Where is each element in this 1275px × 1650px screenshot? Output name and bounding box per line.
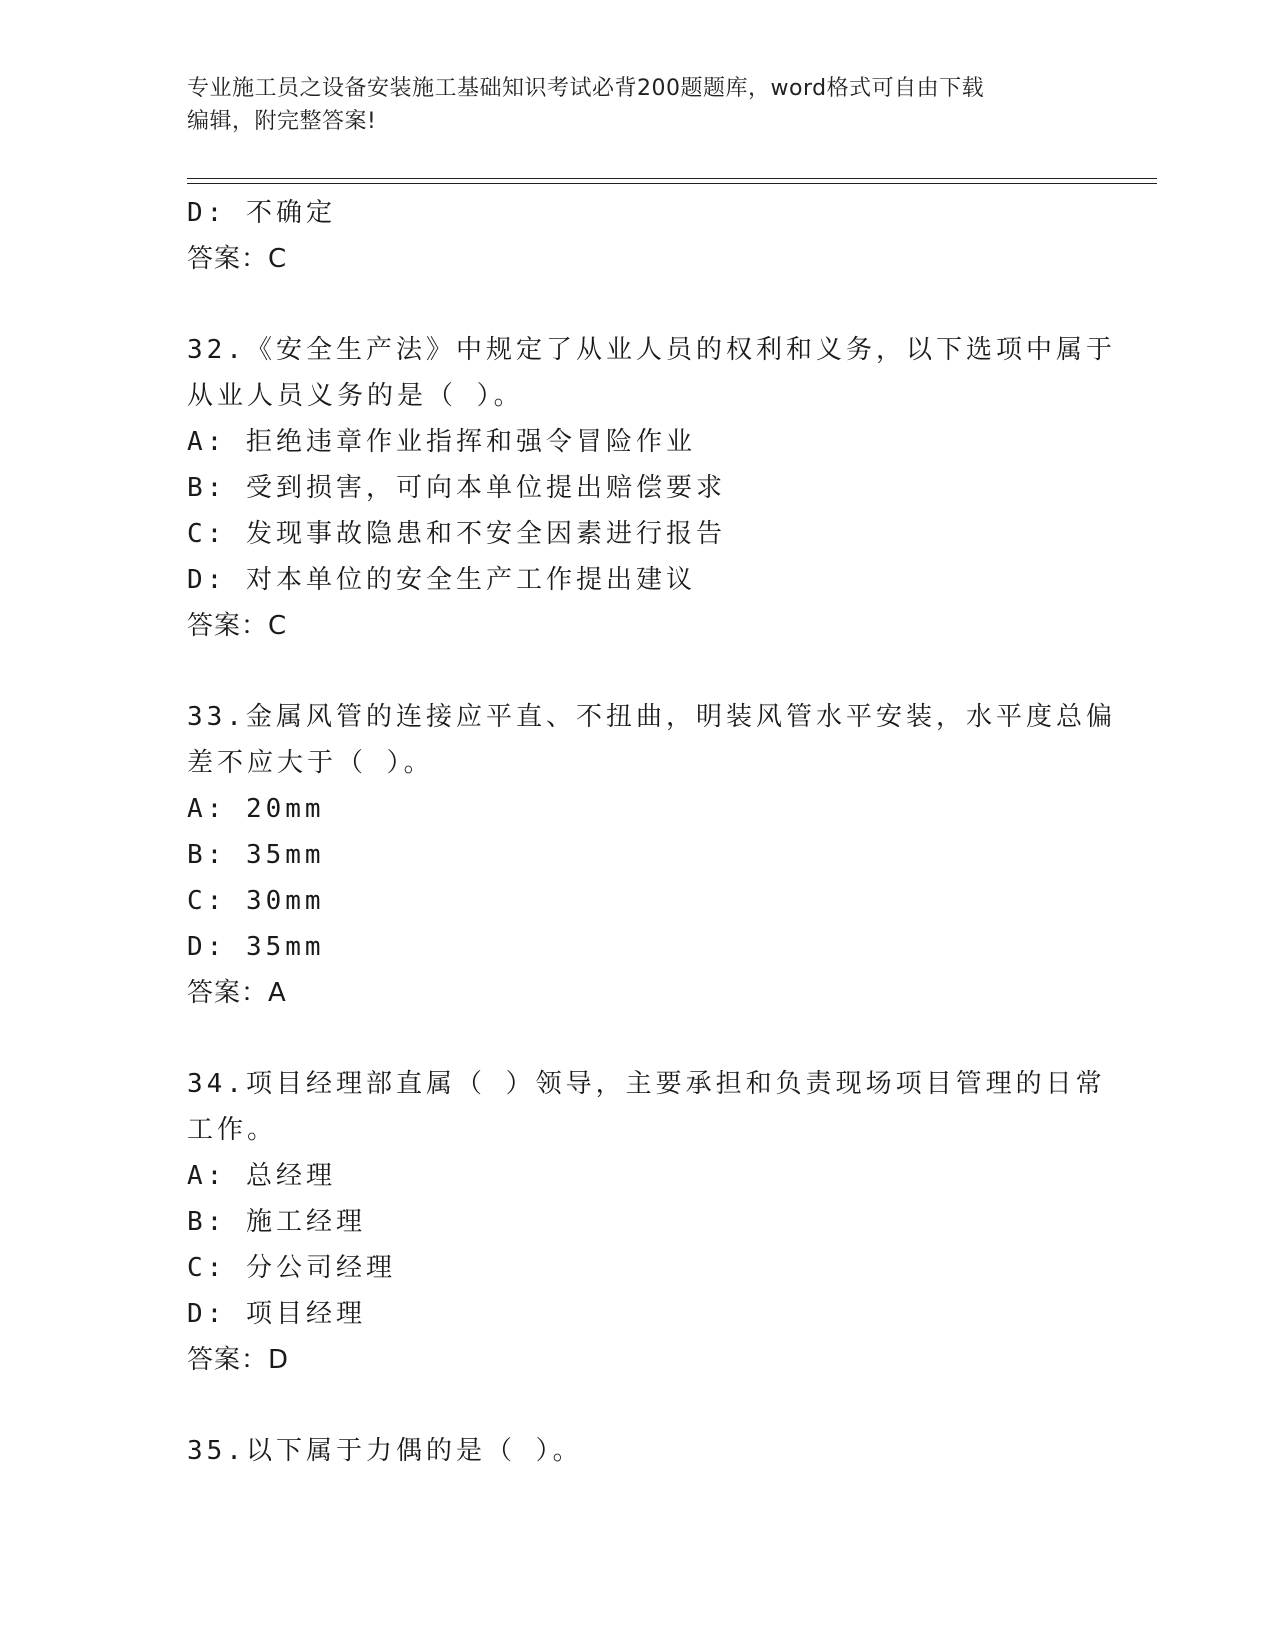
question-32-stem-line-2: 从业人员义务的是（ ）。: [187, 381, 524, 411]
question-32: [187, 327, 1116, 649]
spacer: [187, 1016, 1087, 1061]
question-33-option-a: A: 20mm: [187, 794, 325, 824]
question-32-stem-line-1: 32.《安全生产法》中规定了从业人员的权利和义务，以下选项中属于: [187, 335, 1116, 365]
header-line-2: 编辑，附完整答案!: [187, 109, 377, 134]
question-content: [187, 190, 1116, 1474]
question-33-stem-line-2: 差不应大于（ ）。: [187, 748, 434, 778]
spacer: [187, 282, 1087, 327]
question-34-stem-line-1: 34.项目经理部直属（ ）领导，主要承担和负责现场项目管理的日常: [187, 1069, 1106, 1099]
question-32-answer: 答案：C: [187, 611, 288, 641]
question-34-option-d: D: 项目经理: [187, 1299, 366, 1329]
spacer: [187, 1383, 1087, 1428]
question-34-option-b: B: 施工经理: [187, 1207, 366, 1237]
header-rule-bottom: [187, 183, 1157, 184]
page-header: [187, 72, 1087, 138]
question-34-answer: 答案：D: [187, 1345, 290, 1375]
question-35-stem-line-1: 35.以下属于力偶的是（ ）。: [187, 1436, 583, 1466]
carryover-option-d: D: 不确定: [187, 198, 336, 228]
header-rule-top: [187, 178, 1157, 179]
question-32-option-b: B: 受到损害，可向本单位提出赔偿要求: [187, 473, 726, 503]
question-32-option-d: D: 对本单位的安全生产工作提出建议: [187, 565, 696, 595]
question-33-answer: 答案：A: [187, 978, 287, 1008]
header-line-1: 专业施工员之设备安装施工基础知识考试必背200题题库，word格式可自由下载: [187, 76, 985, 101]
question-34-option-c: C: 分公司经理: [187, 1253, 396, 1283]
question-34-stem-line-2: 工作。: [187, 1115, 278, 1145]
question-35: [187, 1428, 1087, 1474]
question-33-option-c: C: 30mm: [187, 886, 325, 916]
question-33-option-b: B: 35mm: [187, 840, 325, 870]
question-33-option-d: D: 35mm: [187, 932, 325, 962]
question-33: [187, 694, 1116, 1016]
spacer: [187, 649, 1087, 694]
question-34-option-a: A: 总经理: [187, 1161, 336, 1191]
question-32-option-a: A: 拒绝违章作业指挥和强令冒险作业: [187, 427, 696, 457]
carryover-answer: 答案：C: [187, 244, 288, 274]
question-33-stem-line-1: 33.金属风管的连接应平直、不扭曲，明装风管水平安装，水平度总偏: [187, 702, 1116, 732]
question-32-option-c: C: 发现事故隐患和不安全因素进行报告: [187, 519, 726, 549]
question-34: [187, 1061, 1106, 1383]
